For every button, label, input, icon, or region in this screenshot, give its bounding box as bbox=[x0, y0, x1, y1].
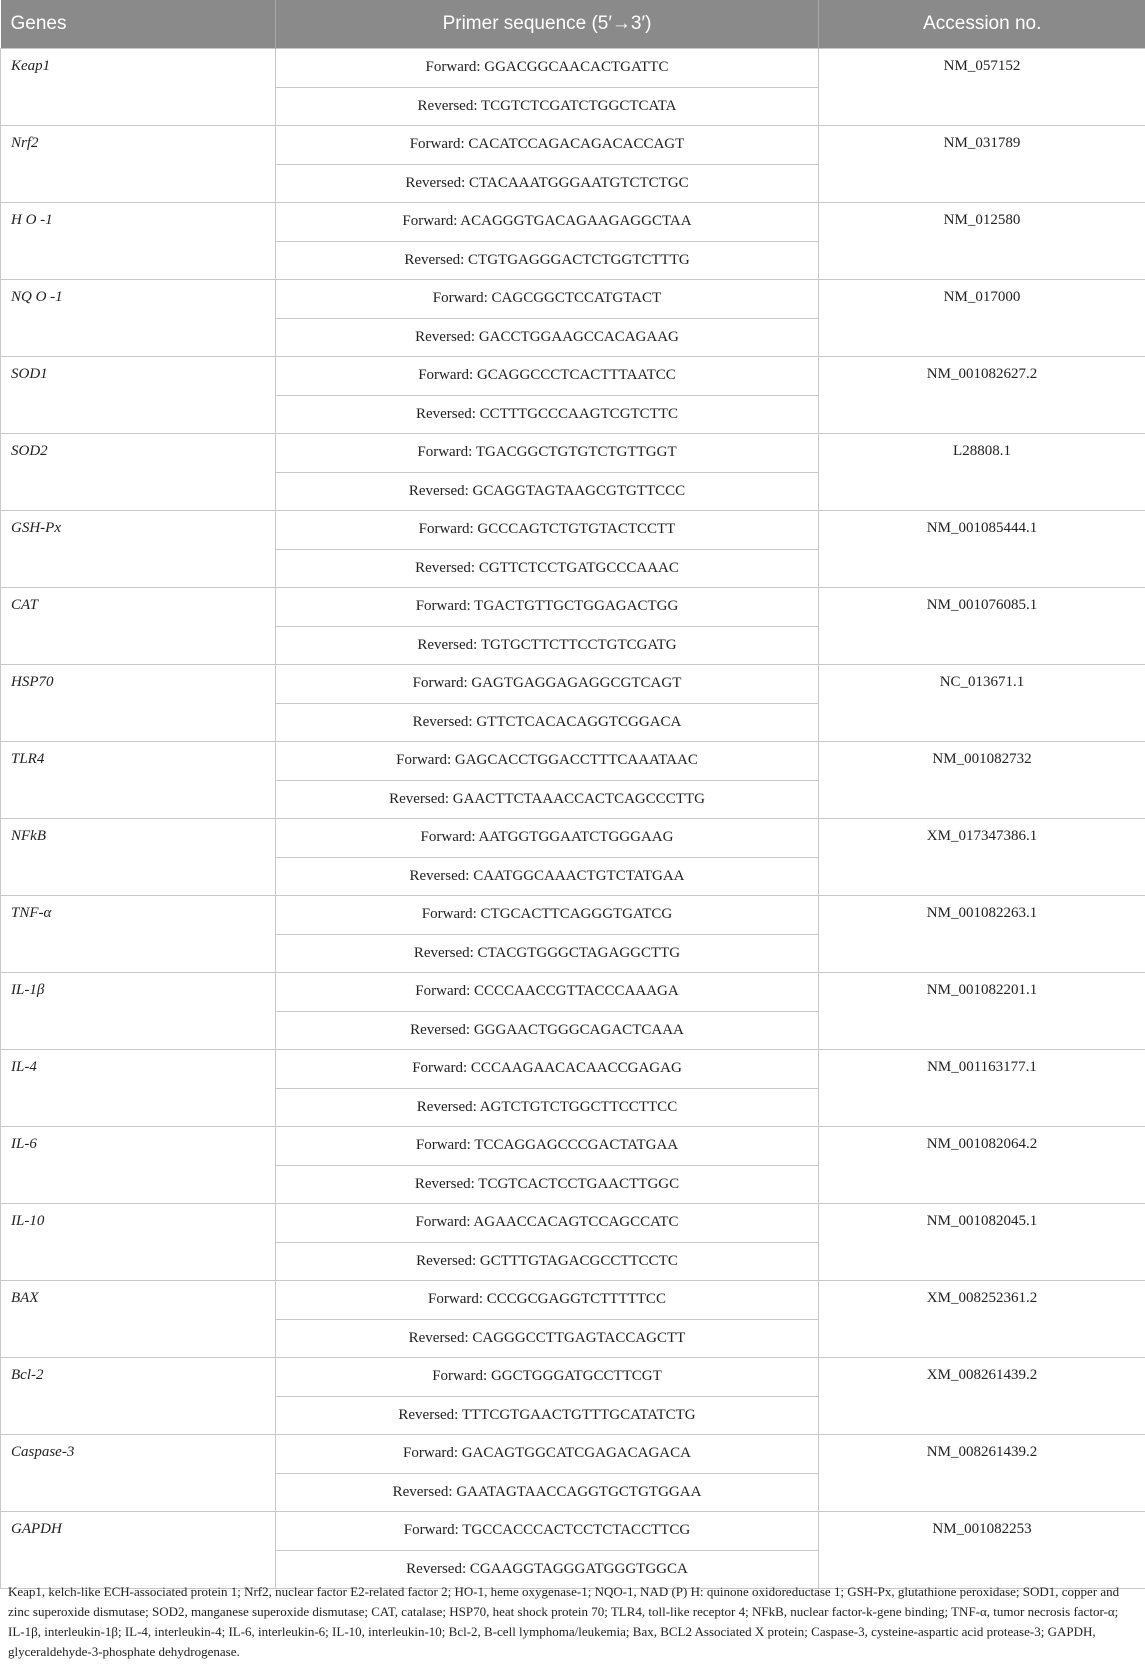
forward-primer: Forward: GAGCACCTGGACCTTTCAAATAAC bbox=[276, 742, 819, 781]
table-row bbox=[1, 973, 1145, 1012]
table-header bbox=[1, 0, 1145, 49]
accession-number: NM_008261439.2 bbox=[819, 1435, 1145, 1512]
table-row bbox=[1, 203, 1145, 242]
reversed-primer: Reversed: CTACAAATGGGAATGTCTCTGC bbox=[276, 164, 819, 203]
accession-number: NM_001163177.1 bbox=[819, 1050, 1145, 1127]
reversed-primer: Reversed: CTGTGAGGGACTCTGGTCTTTG bbox=[276, 241, 819, 280]
header-primer-sequence: Primer sequence (5′→3′) bbox=[276, 0, 819, 49]
accession-number: XM_017347386.1 bbox=[819, 819, 1145, 896]
forward-primer: Forward: GGACGGCAACACTGATTC bbox=[276, 49, 819, 88]
table-row bbox=[1, 1127, 1145, 1166]
table-body bbox=[1, 49, 1145, 1589]
gene-name: HSP70 bbox=[1, 665, 276, 742]
reversed-primer: Reversed: TCGTCTCGATCTGGCTCATA bbox=[276, 87, 819, 126]
table-row bbox=[1, 126, 1145, 165]
gene-name: NFkB bbox=[1, 819, 276, 896]
gene-name: Bcl-2 bbox=[1, 1358, 276, 1435]
gene-name: TNF-α bbox=[1, 896, 276, 973]
gene-name: Keap1 bbox=[1, 49, 276, 126]
header-genes: Genes bbox=[1, 0, 276, 49]
forward-primer: Forward: CTGCACTTCAGGGTGATCG bbox=[276, 896, 819, 935]
table-row bbox=[1, 819, 1145, 858]
reversed-primer: Reversed: GCTTTGTAGACGCCTTCCTC bbox=[276, 1242, 819, 1281]
gene-name: IL-10 bbox=[1, 1204, 276, 1281]
accession-number: NM_001082045.1 bbox=[819, 1204, 1145, 1281]
gene-name: Nrf2 bbox=[1, 126, 276, 203]
accession-number: NM_031789 bbox=[819, 126, 1145, 203]
forward-primer: Forward: TGACTGTTGCTGGAGACTGG bbox=[276, 588, 819, 627]
table-row bbox=[1, 665, 1145, 704]
reversed-primer: Reversed: TTTCGTGAACTGTTTGCATATCTG bbox=[276, 1396, 819, 1435]
accession-number: XM_008252361.2 bbox=[819, 1281, 1145, 1358]
gene-name: SOD2 bbox=[1, 434, 276, 511]
table-footnote: Keap1, kelch-like ECH-associated protein 1; Nrf2, nuclear factor E2-related factor 2; HO-1, heme oxygenase-1; NQO-1, NAD (P) H: quinone oxidoreductase 1; GSH-Px, glutathione peroxidase; SOD1, copper and zinc superoxide dismutase; SOD2, manganese superoxide dismutase; CAT, catalase; HSP70, heat shock protein 70; TLR4, toll-like receptor 4; NFkB, nuclear factor-k-gene binding; TNF-α, tumor necrosis factor-α; IL-1β, interleukin-1β; IL-4, interleukin-4; IL-6, interleukin-6; IL-10, interleukin-10; Bcl-2, B-cell lymphoma/leukemia; Bax, BCL2 Associated X protein; Caspase-3, cysteine-aspartic acid protease-3; GAPDH, glyceraldehyde-3-phosphate dehydrogenase. bbox=[8, 1584, 1120, 1659]
forward-primer: Forward: TCCAGGAGCCCGACTATGAA bbox=[276, 1127, 819, 1166]
forward-primer: Forward: CCCGCGAGGTCTTTTTCC bbox=[276, 1281, 819, 1320]
accession-number: NM_001076085.1 bbox=[819, 588, 1145, 665]
reversed-primer: Reversed: GAATAGTAACCAGGTGCTGTGGAA bbox=[276, 1473, 819, 1512]
reversed-primer: Reversed: GTTCTCACACAGGTCGGACA bbox=[276, 703, 819, 742]
forward-primer: Forward: TGCCACCCACTCCTCTACCTTCG bbox=[276, 1512, 819, 1551]
accession-number: NM_001082064.2 bbox=[819, 1127, 1145, 1204]
reversed-primer: Reversed: GGGAACTGGGCAGACTCAAA bbox=[276, 1011, 819, 1050]
forward-primer: Forward: AATGGTGGAATCTGGGAAG bbox=[276, 819, 819, 858]
gene-name: SOD1 bbox=[1, 357, 276, 434]
reversed-primer: Reversed: CCTTTGCCCAAGTCGTCTTC bbox=[276, 395, 819, 434]
reversed-primer: Reversed: CAATGGCAAACTGTCTATGAA bbox=[276, 857, 819, 896]
reversed-primer: Reversed: GCAGGTAGTAAGCGTGTTCCC bbox=[276, 472, 819, 511]
table-row bbox=[1, 511, 1145, 550]
accession-number: NM_001085444.1 bbox=[819, 511, 1145, 588]
gene-name: GSH-Px bbox=[1, 511, 276, 588]
reversed-primer: Reversed: AGTCTGTCTGGCTTCCTTCC bbox=[276, 1088, 819, 1127]
accession-number: NM_001082732 bbox=[819, 742, 1145, 819]
table-row bbox=[1, 588, 1145, 627]
reversed-primer: Reversed: GAACTTCTAAACCACTCAGCCCTTG bbox=[276, 780, 819, 819]
table-row bbox=[1, 1435, 1145, 1474]
table-row bbox=[1, 434, 1145, 473]
accession-number: L28808.1 bbox=[819, 434, 1145, 511]
accession-number: NM_001082263.1 bbox=[819, 896, 1145, 973]
forward-primer: Forward: CCCAAGAACACAACCGAGAG bbox=[276, 1050, 819, 1089]
gene-name: IL-4 bbox=[1, 1050, 276, 1127]
accession-number: NM_001082253 bbox=[819, 1512, 1145, 1589]
reversed-primer: Reversed: CAGGGCCTTGAGTACCAGCTT bbox=[276, 1319, 819, 1358]
table-row bbox=[1, 1050, 1145, 1089]
reversed-primer: Reversed: CGTTCTCCTGATGCCCAAAC bbox=[276, 549, 819, 588]
gene-name: CAT bbox=[1, 588, 276, 665]
forward-primer: Forward: GACAGTGGCATCGAGACAGACA bbox=[276, 1435, 819, 1474]
accession-number: NM_012580 bbox=[819, 203, 1145, 280]
table-row bbox=[1, 49, 1145, 88]
reversed-primer: Reversed: GACCTGGAAGCCACAGAAG bbox=[276, 318, 819, 357]
table-row bbox=[1, 1204, 1145, 1243]
reversed-primer: Reversed: CGAAGGTAGGGATGGGTGGCA bbox=[276, 1550, 819, 1589]
accession-number: NM_017000 bbox=[819, 280, 1145, 357]
gene-name: IL-1β bbox=[1, 973, 276, 1050]
accession-number: NM_057152 bbox=[819, 49, 1145, 126]
forward-primer: Forward: AGAACCACAGTCCAGCCATC bbox=[276, 1204, 819, 1243]
forward-primer: Forward: ACAGGGTGACAGAAGAGGCTAA bbox=[276, 203, 819, 242]
accession-number: XM_008261439.2 bbox=[819, 1358, 1145, 1435]
forward-primer: Forward: GAGTGAGGAGAGGCGTCAGT bbox=[276, 665, 819, 704]
gene-name: H O -1 bbox=[1, 203, 276, 280]
forward-primer: Forward: CACATCCAGACAGACACCAGT bbox=[276, 126, 819, 165]
forward-primer: Forward: CAGCGGCTCCATGTACT bbox=[276, 280, 819, 319]
table-row bbox=[1, 896, 1145, 935]
forward-primer: Forward: GCAGGCCCTCACTTTAATCC bbox=[276, 357, 819, 396]
accession-number: NC_013671.1 bbox=[819, 665, 1145, 742]
table-row bbox=[1, 357, 1145, 396]
table-row bbox=[1, 1358, 1145, 1397]
header-accession: Accession no. bbox=[819, 0, 1145, 49]
reversed-primer: Reversed: TGTGCTTCTTCCTGTCGATG bbox=[276, 626, 819, 665]
forward-primer: Forward: CCCCAACCGTTACCCAAAGA bbox=[276, 973, 819, 1012]
accession-number: NM_001082627.2 bbox=[819, 357, 1145, 434]
table-row bbox=[1, 280, 1145, 319]
forward-primer: Forward: GGCTGGGATGCCTTCGT bbox=[276, 1358, 819, 1397]
gene-name: NQ O -1 bbox=[1, 280, 276, 357]
table-row bbox=[1, 1281, 1145, 1320]
gene-name: BAX bbox=[1, 1281, 276, 1358]
reversed-primer: Reversed: CTACGTGGGCTAGAGGCTTG bbox=[276, 934, 819, 973]
gene-name: IL-6 bbox=[1, 1127, 276, 1204]
accession-number: NM_001082201.1 bbox=[819, 973, 1145, 1050]
gene-name: Caspase-3 bbox=[1, 1435, 276, 1512]
reversed-primer: Reversed: TCGTCACTCCTGAACTTGGC bbox=[276, 1165, 819, 1204]
forward-primer: Forward: GCCCAGTCTGTGTACTCCTT bbox=[276, 511, 819, 550]
table-row bbox=[1, 1512, 1145, 1551]
forward-primer: Forward: TGACGGCTGTGTCTGTTGGT bbox=[276, 434, 819, 473]
gene-name: TLR4 bbox=[1, 742, 276, 819]
header-row bbox=[1, 0, 1145, 49]
table-row bbox=[1, 742, 1145, 781]
gene-name: GAPDH bbox=[1, 1512, 276, 1589]
